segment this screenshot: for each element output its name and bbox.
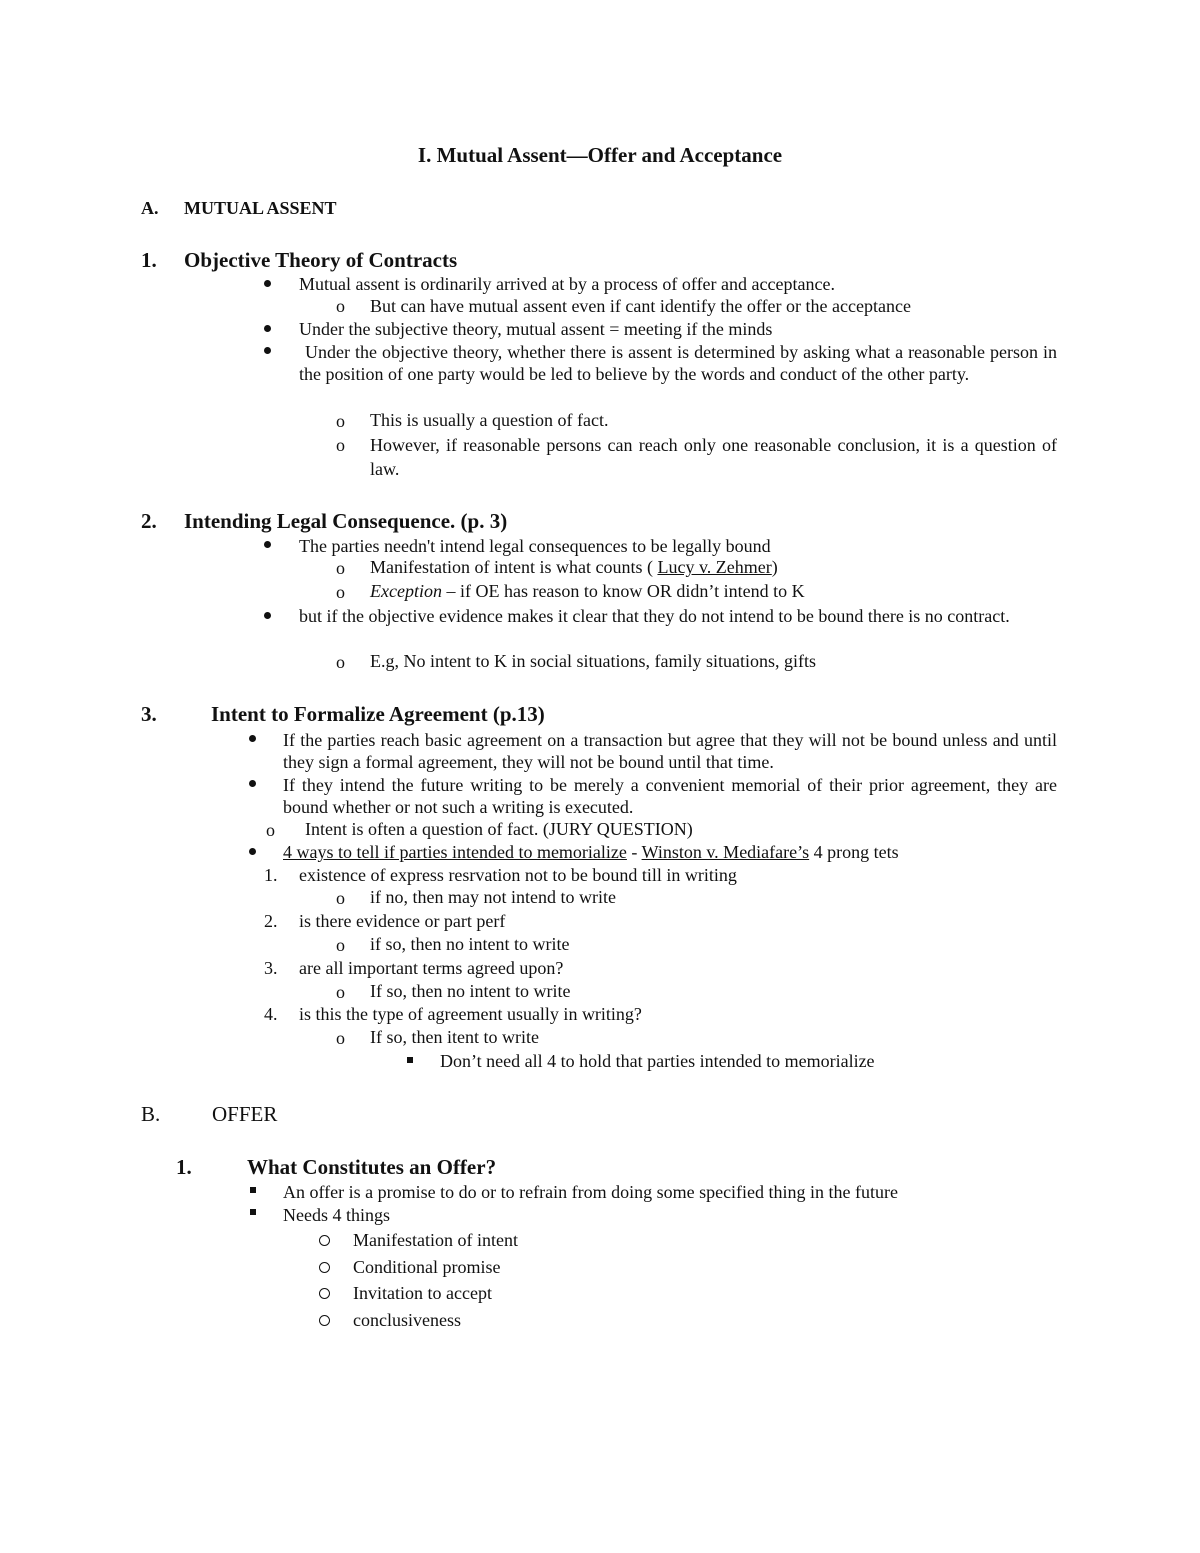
bullet-dot-icon — [264, 280, 271, 287]
list-item: Don’t need all 4 to hold that parties intended to memorialize — [440, 1051, 875, 1071]
section-a-label: MUTUAL ASSENT — [184, 198, 337, 218]
circle-bullet-icon: o — [336, 982, 345, 1002]
list-item: if no, then may not intend to write — [370, 887, 616, 907]
circle-bullet-icon: o — [336, 652, 345, 672]
circle-bullet-icon: o — [336, 582, 345, 602]
circle-bullet-icon: o — [336, 1028, 345, 1048]
list-item: Manifestation of intent — [353, 1230, 518, 1250]
heading-intending-legal-consequence: Intending Legal Consequence. (p. 3) — [184, 509, 508, 533]
number-marker: 1. — [264, 865, 278, 885]
circle-bullet-icon: o — [266, 820, 275, 840]
circle-bullet-icon: o — [336, 888, 345, 908]
list-item: conclusiveness — [353, 1310, 461, 1330]
list-item: if so, then no intent to write — [370, 934, 570, 954]
circle-bullet-icon: o — [336, 296, 345, 316]
list-item — [370, 556, 778, 578]
bullet-dot-icon — [264, 325, 271, 332]
number-marker: 2. — [264, 911, 278, 931]
case-name: Winston v. Mediafare’s — [641, 842, 810, 862]
list-item: is there evidence or part perf — [299, 911, 506, 931]
list-item-text: 4 prong tets — [809, 842, 899, 862]
section-b-marker: B. — [141, 1102, 161, 1126]
list-item — [283, 841, 899, 863]
circle-bullet-icon — [319, 1235, 330, 1246]
list-item: The parties needn't intend legal consequences to be legally bound — [299, 536, 771, 556]
bullet-dot-icon — [249, 848, 256, 855]
square-bullet-icon — [407, 1057, 413, 1063]
exception-label: Exception — [370, 581, 442, 601]
list-item-text: – if OE has reason to know OR didn’t intend to K — [441, 581, 805, 601]
list-item: E.g, No intent to K in social situations, family situations, gifts — [370, 651, 816, 671]
list-item: But can have mutual assent even if cant identify the offer or the acceptance — [370, 296, 911, 316]
list-item: existence of express resrvation not to be bound till in writing — [299, 865, 737, 885]
heading-what-constitutes-offer: What Constitutes an Offer? — [247, 1155, 497, 1179]
list-item-text: ) — [771, 557, 778, 577]
bullet-dot-icon — [249, 735, 256, 742]
square-bullet-icon — [250, 1209, 256, 1215]
list-item-text: - — [626, 842, 642, 862]
list-item — [370, 580, 805, 602]
list-item: Invitation to accept — [353, 1283, 492, 1303]
circle-bullet-icon — [319, 1288, 330, 1299]
number-marker: 3. — [264, 958, 278, 978]
list-item: but if the objective evidence makes it clear that they do not intend to be bound there is no contract. — [299, 606, 1010, 626]
square-bullet-icon — [250, 1187, 256, 1193]
circle-bullet-icon — [319, 1315, 330, 1326]
heading-objective-theory: Objective Theory of Contracts — [184, 248, 458, 272]
heading-intent-to-formalize: Intent to Formalize Agreement (p.13) — [211, 702, 545, 726]
bullet-dot-icon — [264, 347, 271, 354]
heading-3-marker: 3. — [141, 702, 157, 726]
list-item: is this the type of agreement usually in writing? — [299, 1004, 642, 1024]
heading-2-marker: 2. — [141, 509, 157, 533]
list-item: Needs 4 things — [283, 1205, 390, 1225]
case-name: Lucy v. Zehmer — [657, 557, 772, 577]
list-item: This is usually a question of fact. — [370, 410, 609, 430]
list-item: Conditional promise — [353, 1257, 501, 1277]
circle-bullet-icon: o — [336, 558, 345, 578]
list-item: If so, then itent to write — [370, 1027, 539, 1047]
list-item-text: Manifestation of intent is what counts ( — [370, 557, 658, 577]
number-marker: 4. — [264, 1004, 278, 1024]
heading-1-marker: 1. — [141, 248, 157, 272]
section-b-label: OFFER — [212, 1102, 278, 1126]
circle-bullet-icon — [319, 1262, 330, 1273]
circle-bullet-icon: o — [336, 435, 345, 455]
list-item: If they intend the future writing to be merely a convenient memorial of their prior agreement, they are bound whether or not such a writing is executed. — [283, 775, 1057, 817]
list-item-text: 4 ways to tell if parties intended to memorialize — [283, 842, 627, 862]
circle-bullet-icon: o — [336, 935, 345, 955]
list-item: are all important terms agreed upon? — [299, 958, 564, 978]
list-item: However, if reasonable persons can reach only one reasonable conclusion, it is a question of law. — [370, 435, 1057, 479]
list-item: An offer is a promise to do or to refrain from doing some specified thing in the future — [283, 1182, 899, 1202]
list-item: If the parties reach basic agreement on a transaction but agree that they will not be bound unless and until they sign a formal agreement, they will not be bound until that time. — [283, 730, 1057, 772]
section-a-marker: A. — [141, 198, 159, 218]
list-item: Mutual assent is ordinarily arrived at by a process of offer and acceptance. — [299, 274, 835, 294]
list-item: Under the subjective theory, mutual assent = meeting if the minds — [299, 319, 773, 339]
bullet-dot-icon — [264, 612, 271, 619]
page-title: I. Mutual Assent—Offer and Acceptance — [417, 143, 783, 167]
heading-b1-marker: 1. — [176, 1155, 192, 1179]
list-item: Under the objective theory, whether there is assent is determined by asking what a reasonable person in the position of one party would be led to believe by the words and conduct of the other party. — [299, 342, 1057, 384]
list-item: Intent is often a question of fact. (JURY QUESTION) — [305, 819, 693, 839]
circle-bullet-icon: o — [336, 411, 345, 431]
list-item: If so, then no intent to write — [370, 981, 571, 1001]
bullet-dot-icon — [264, 541, 271, 548]
bullet-dot-icon — [249, 780, 256, 787]
